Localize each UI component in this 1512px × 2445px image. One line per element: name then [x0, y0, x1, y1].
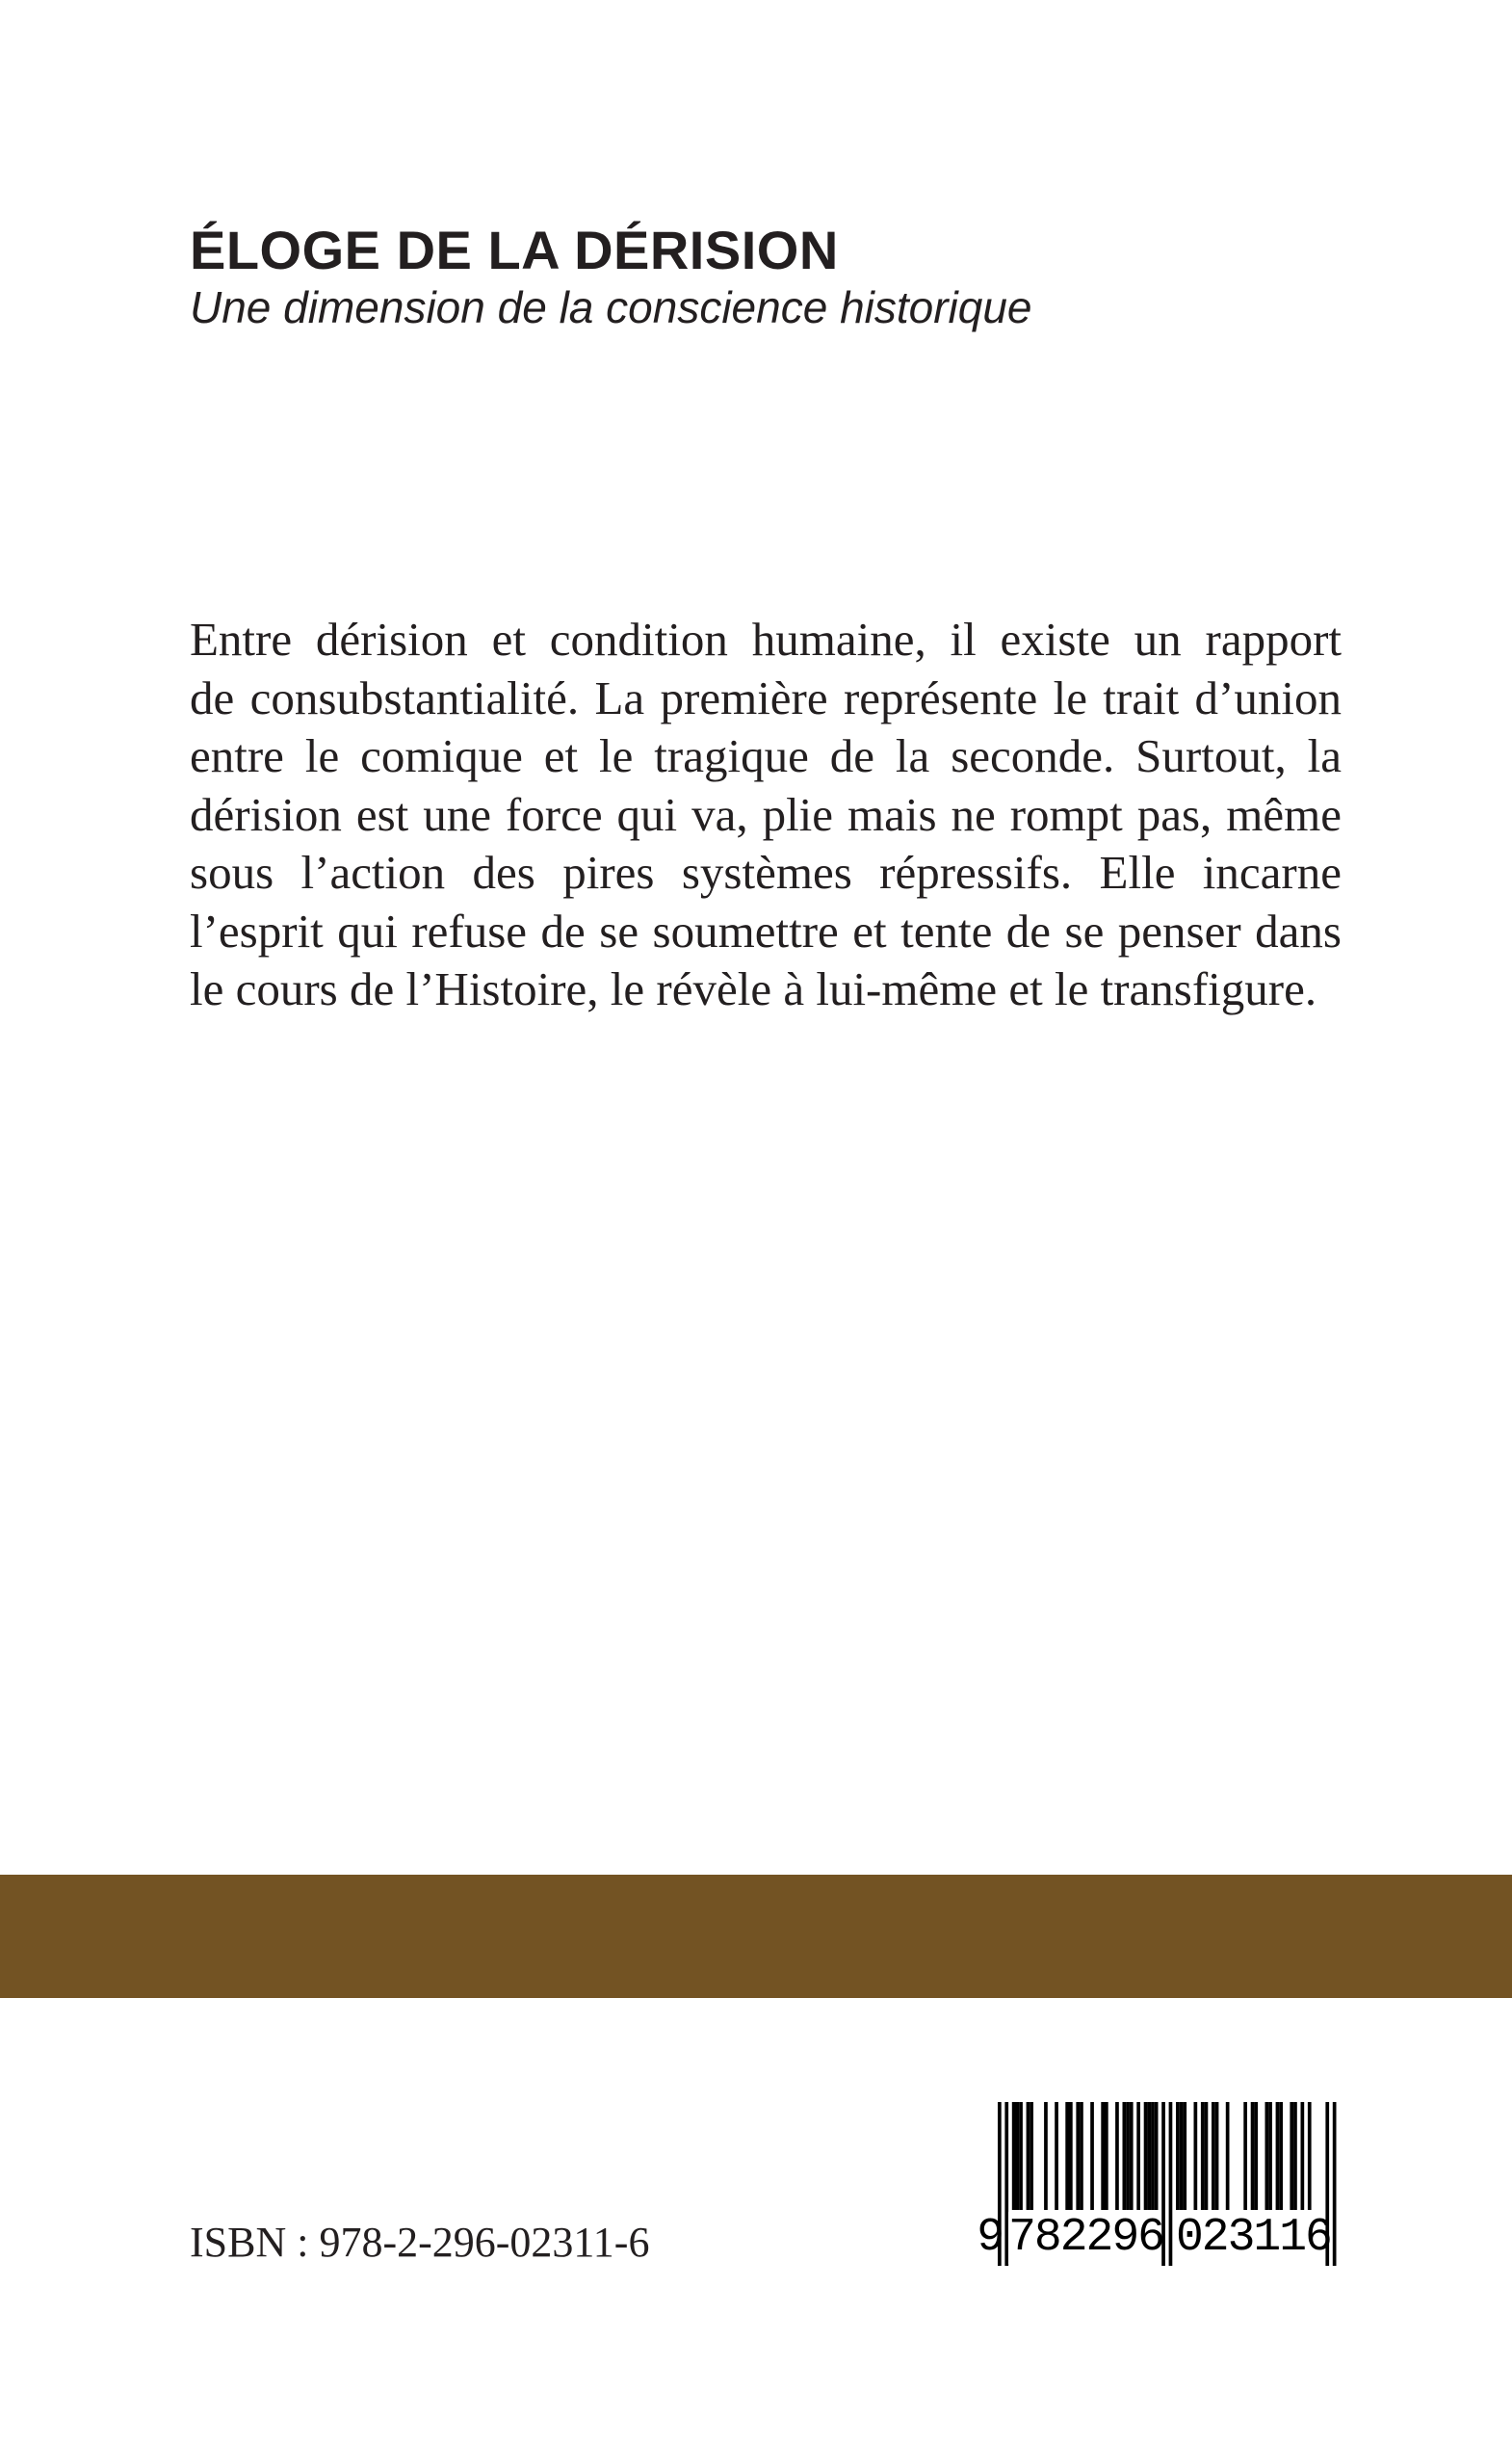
- barcode-bar: [1019, 2102, 1023, 2210]
- barcode-bar: [1201, 2102, 1205, 2210]
- barcode-bar: [1090, 2102, 1094, 2210]
- barcode-bar: [1212, 2102, 1215, 2210]
- barcode-left-group: 782296: [1008, 2212, 1163, 2264]
- blurb-line: entre le comique et le tragique de la seconde. Surtout, la: [190, 729, 1342, 782]
- barcode-bar: [1254, 2102, 1258, 2210]
- barcode-bar: [1251, 2102, 1255, 2210]
- blurb-line: de consubstantialité. La première représente le trait d’union: [190, 670, 1342, 724]
- barcode-bar: [1276, 2102, 1280, 2210]
- barcode-bar: [1180, 2102, 1184, 2210]
- blurb-paragraph: [190, 611, 1342, 1019]
- barcode-bar: [1123, 2102, 1127, 2210]
- barcode-first-digit: 9: [977, 2212, 1005, 2264]
- barcode-bar: [1151, 2102, 1155, 2210]
- barcode-bar: [1136, 2102, 1140, 2210]
- barcode-bar: [1293, 2102, 1297, 2210]
- barcode-bar: [1055, 2102, 1058, 2210]
- blurb-line: sous l’action des pires systèmes répressifs. Elle incarne: [190, 846, 1342, 899]
- barcode-bar: [1012, 2102, 1016, 2210]
- barcode-bar: [1065, 2102, 1069, 2210]
- barcode-bar: [1279, 2102, 1283, 2210]
- book-title: ÉLOGE DE LA DÉRISION: [190, 220, 839, 280]
- barcode-bar: [1194, 2102, 1198, 2210]
- color-band: [0, 1875, 1512, 1998]
- barcode-bar: [1080, 2102, 1083, 2210]
- barcode-bar: [1115, 2102, 1119, 2210]
- barcode-bar: [1265, 2102, 1269, 2210]
- barcode-bar: [1130, 2102, 1134, 2210]
- blurb-line: le cours de l’Histoire, le révèle à lui-même et le transfigure.: [190, 962, 1317, 1015]
- blurb-line: l’esprit qui refuse de se soumettre et tente de se penser dans: [190, 904, 1342, 958]
- barcode-bar: [1027, 2102, 1030, 2210]
- barcode-bar: [1044, 2102, 1048, 2210]
- blurb-line: Entre dérision et condition humaine, il existe un rapport: [190, 613, 1342, 666]
- barcode-bar: [1076, 2102, 1080, 2210]
- barcode-bar: [1268, 2102, 1272, 2210]
- title-block: [190, 220, 1345, 335]
- barcode-bar: [1290, 2102, 1293, 2210]
- barcode-bar: [1147, 2102, 1151, 2210]
- barcode-bar: [1176, 2102, 1180, 2210]
- barcode-bar: [1105, 2102, 1108, 2210]
- blurb-line: dérision est une force qui va, plie mais ne rompt pas, même: [190, 787, 1342, 841]
- isbn-label: ISBN : 978-2-296-02311-6: [190, 2219, 650, 2266]
- barcode-right-group: 023116: [1176, 2212, 1331, 2264]
- barcode-bar: [1301, 2102, 1305, 2210]
- barcode-bar: [1155, 2102, 1159, 2210]
- barcode-bar: [1144, 2102, 1148, 2210]
- barcode-bar: [1205, 2102, 1209, 2210]
- barcode-bar: [1126, 2102, 1130, 2210]
- barcode-bar: [1308, 2102, 1312, 2210]
- barcode-bar: [1215, 2102, 1219, 2210]
- barcode-digits: [963, 2212, 1348, 2270]
- barcode-bar: [1226, 2102, 1230, 2210]
- book-subtitle: Une dimension de la conscience historique: [190, 282, 1032, 333]
- barcode-bar: [1069, 2102, 1073, 2210]
- barcode-bar: [1243, 2102, 1247, 2210]
- barcode-bar: [1101, 2102, 1105, 2210]
- barcode-bar: [1183, 2102, 1186, 2210]
- barcode-bar: [1030, 2102, 1033, 2210]
- barcode-bar: [1016, 2102, 1020, 2210]
